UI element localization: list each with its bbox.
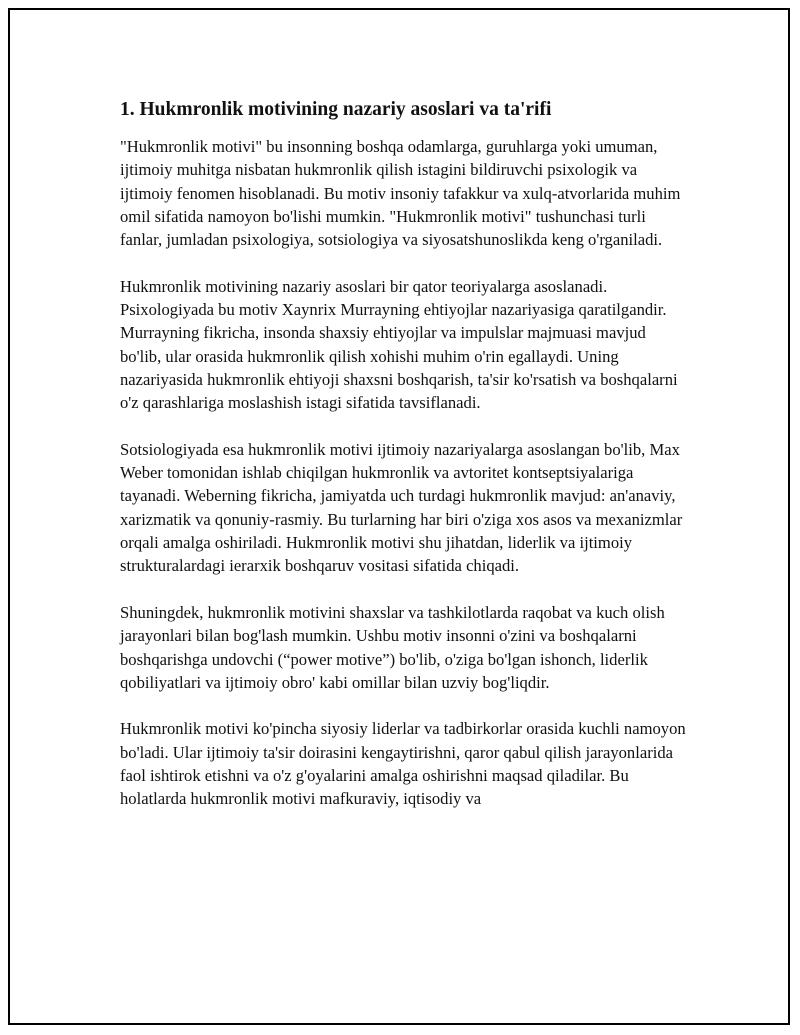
document-body [120,98,690,834]
paragraph: Shuningdek, hukmronlik motivini shaxslar va tashkilotlarda raqobat va kuch olish jarayonlari bilan bog'lash mumkin. Ushbu motiv insonni o'zini va boshqalarni boshqarishga undovchi (“power motive”) bo'lib, o'ziga bo'lgan ishonch, liderlik qobiliyatlari va ijtimoiy obro' kabi omillar bilan uzviy bog'liqdir. [120,602,665,692]
paragraph: Hukmronlik motivi ko'pincha siyosiy liderlar va tadbirkorlar orasida kuchli namoyon bo'ladi. Ular ijtimoiy ta'sir doirasini kengaytirishni, qaror qabul qilish jarayonlarida faol ishtirok etishni va o'z g'oyalarini amalga oshirishni maqsad qiladilar. Bu holatlarda hukmronlik motivi mafkuraviy, iqtisodiy va [120,719,686,809]
paragraph: Hukmronlik motivining nazariy asoslari bir qator teoriyalarga asoslanadi. Psixologiyada bu motiv Xaynrix Murrayning ehtiyojlar nazariyasiga qaratilgandir. Murrayning fikricha, insonda shaxsiy ehtiyojlar va impulslar majmuasi mavjud bo'lib, ular orasida hukmronlik qilish xohishi muhim o'rin egallaydi. Uning nazariyasida hukmronlik ehtiyoji shaxsni boshqarish, ta'sir ko'rsatish va boshqalarni o'z qarashlariga moslashish istagi sifatida tavsiflanadi. [120,276,678,413]
paragraph: "Hukmronlik motivi" bu insonning boshqa odamlarga, guruhlarga yoki umuman, ijtimoiy muhitga nisbatan hukmronlik qilish istagini bildiruvchi psixologik va ijtimoiy fenomen hisoblanadi. Bu motiv insoniy tafakkur va xulq-atvorlarida muhim omil sifatida namoyon bo'lishi mumkin. "Hukmronlik motivi" tushunchasi turli fanlar, jumladan psixologiya, sotsiologiya va siyosatshunoslikda keng o'rganiladi. [120,137,681,250]
document-page [8,8,790,1025]
section-heading: 1. Hukmronlik motivining nazariy asoslari va ta'rifi [120,99,552,120]
paragraph: Sotsiologiyada esa hukmronlik motivi ijtimoiy nazariyalarga asoslangan bo'lib, Max Weber tomonidan ishlab chiqilgan hukmronlik va avtoritet kontseptsiyalariga tayanadi. Weberning fikricha, jamiyatda uch turdagi hukmronlik mavjud: an'anaviy, xarizmatik va qonuniy-rasmiy. Bu turlarning har biri o'ziga xos asos va mexanizmlar orqali amalga oshiriladi. Hukmronlik motivi shu jihatdan, liderlik va ijtimoiy strukturalardagi ierarxik boshqaruv vositasi sifatida chiqadi. [120,439,683,576]
